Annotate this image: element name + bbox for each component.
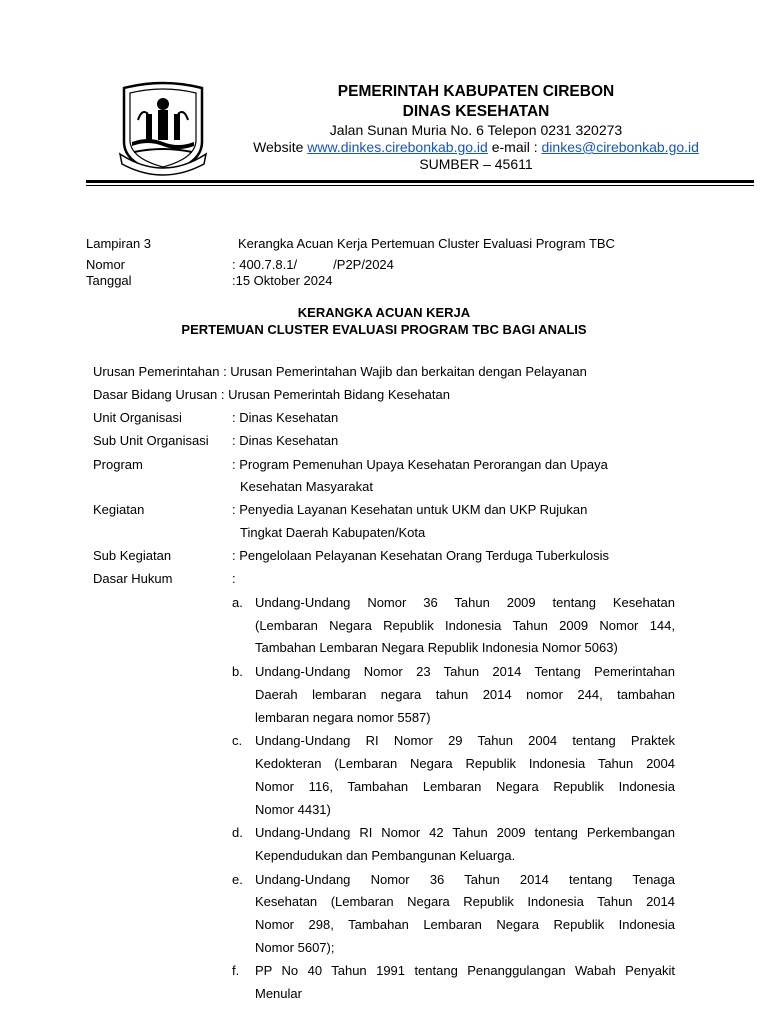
dasar-bidang-row: Dasar Bidang Urusan : Urusan Pemerintah Bidang Kesehatan [93, 387, 450, 402]
nomor-value: : 400.7.8.1/ /P2P/2024 [232, 257, 394, 272]
nomor-label: Nomor [86, 257, 126, 272]
list-item-line: Kesehatan (Lembaran Negara Republik Indonesia Tahun 2014 [255, 894, 675, 909]
email-link[interactable]: dinkes@cirebonkab.go.id [541, 139, 699, 155]
list-item-line: Menular [255, 986, 302, 1001]
lampiran-label: Lampiran 3 [86, 236, 152, 251]
list-item-line: Kedokteran (Lembaran Negara Republik Indonesia Tahun 2004 [255, 756, 675, 771]
dasar-hukum-value: : [232, 571, 236, 586]
list-item-line: Tambahan Lembaran Negara Republik Indonesia Nomor 5063) [255, 640, 618, 655]
header-address: Jalan Sunan Muria No. 6 Telepon 0231 320273 [329, 122, 623, 138]
tanggal-value: :15 Oktober 2024 [232, 273, 333, 288]
list-item-marker: c. [232, 733, 243, 748]
document-title: KERANGKA ACUAN KERJA [297, 305, 471, 320]
list-item-marker: f. [232, 963, 240, 978]
program-value-line1: : Program Pemenuhan Upaya Kesehatan Perorangan dan Upaya [232, 457, 608, 472]
sub-unit-label: Sub Unit Organisasi [93, 433, 209, 448]
list-item-line: Nomor 5607); [255, 940, 335, 955]
header-divider-thick [86, 180, 754, 183]
list-item-line: Nomor 4431) [255, 802, 331, 817]
header-divider-thin [86, 185, 754, 186]
lampiran-value: Kerangka Acuan Kerja Pertemuan Cluster Evaluasi Program TBC [238, 236, 615, 251]
kegiatan-label: Kegiatan [93, 502, 145, 517]
header-city: SUMBER – 45611 [419, 156, 533, 172]
list-item-line: Undang-Undang Nomor 36 Tahun 2014 tentang Tenaga [255, 872, 675, 887]
header-agency-name: DINAS KESEHATAN [402, 103, 550, 120]
website-link[interactable]: www.dinkes.cirebonkab.go.id [307, 139, 488, 155]
list-item-line: PP No 40 Tahun 1991 tentang Penanggulangan Wabah Penyakit [255, 963, 675, 978]
list-item-marker: a. [232, 595, 243, 610]
header-government-name: PEMERINTAH KABUPATEN CIREBON [337, 83, 615, 100]
program-value-line2: Kesehatan Masyarakat [240, 479, 373, 494]
email-label: e-mail : [487, 139, 542, 155]
document-subtitle: PERTEMUAN CLUSTER EVALUASI PROGRAM TBC BAGI ANALIS [181, 322, 587, 337]
list-item-line: Undang-Undang RI Nomor 42 Tahun 2009 tentang Perkembangan [255, 825, 675, 840]
website-label: Website [253, 139, 308, 155]
unit-value: : Dinas Kesehatan [232, 410, 339, 425]
list-item-line: Undang-Undang Nomor 23 Tahun 2014 Tentang Pemerintahan [255, 664, 675, 679]
sub-kegiatan-label: Sub Kegiatan [93, 548, 172, 563]
list-item-marker: e. [232, 872, 243, 887]
list-item-line: Undang-Undang RI Nomor 29 Tahun 2004 tentang Praktek [255, 733, 675, 748]
list-item-line: Nomor 298, Tambahan Lembaran Negara Republik Indonesia [255, 917, 675, 932]
list-item-line: Nomor 116, Tambahan Lembaran Negara Republik Indonesia [255, 779, 675, 794]
header-contact [226, 139, 726, 155]
kegiatan-value-line1: : Penyedia Layanan Kesehatan untuk UKM dan UKP Rujukan [232, 502, 588, 517]
kegiatan-value-line2: Tingkat Daerah Kabupaten/Kota [240, 525, 426, 540]
cirebon-coat-of-arms-logo [118, 80, 208, 178]
tanggal-label: Tanggal [86, 273, 132, 288]
list-item-line: Daerah lembaran negara tahun 2014 nomor 244, tambahan [255, 687, 675, 702]
dasar-hukum-label: Dasar Hukum [93, 571, 173, 586]
urusan-row: Urusan Pemerintahan : Urusan Pemerintahan Wajib dan berkaitan dengan Pelayanan [93, 364, 587, 379]
program-label: Program [93, 457, 143, 472]
sub-unit-value: : Dinas Kesehatan [232, 433, 339, 448]
list-item-marker: d. [232, 825, 243, 840]
list-item-line: Kependudukan dan Pembangunan Keluarga. [255, 848, 516, 863]
unit-label: Unit Organisasi [93, 410, 182, 425]
list-item-line: Undang-Undang Nomor 36 Tahun 2009 tentang Kesehatan [255, 595, 675, 610]
list-item-line: (Lembaran Negara Republik Indonesia Tahun 2009 Nomor 144, [255, 618, 675, 633]
list-item-line: lembaran negara nomor 5587) [255, 710, 431, 725]
list-item-marker: b. [232, 664, 243, 679]
sub-kegiatan-value: : Pengelolaan Pelayanan Kesehatan Orang Terduga Tuberkulosis [232, 548, 610, 563]
